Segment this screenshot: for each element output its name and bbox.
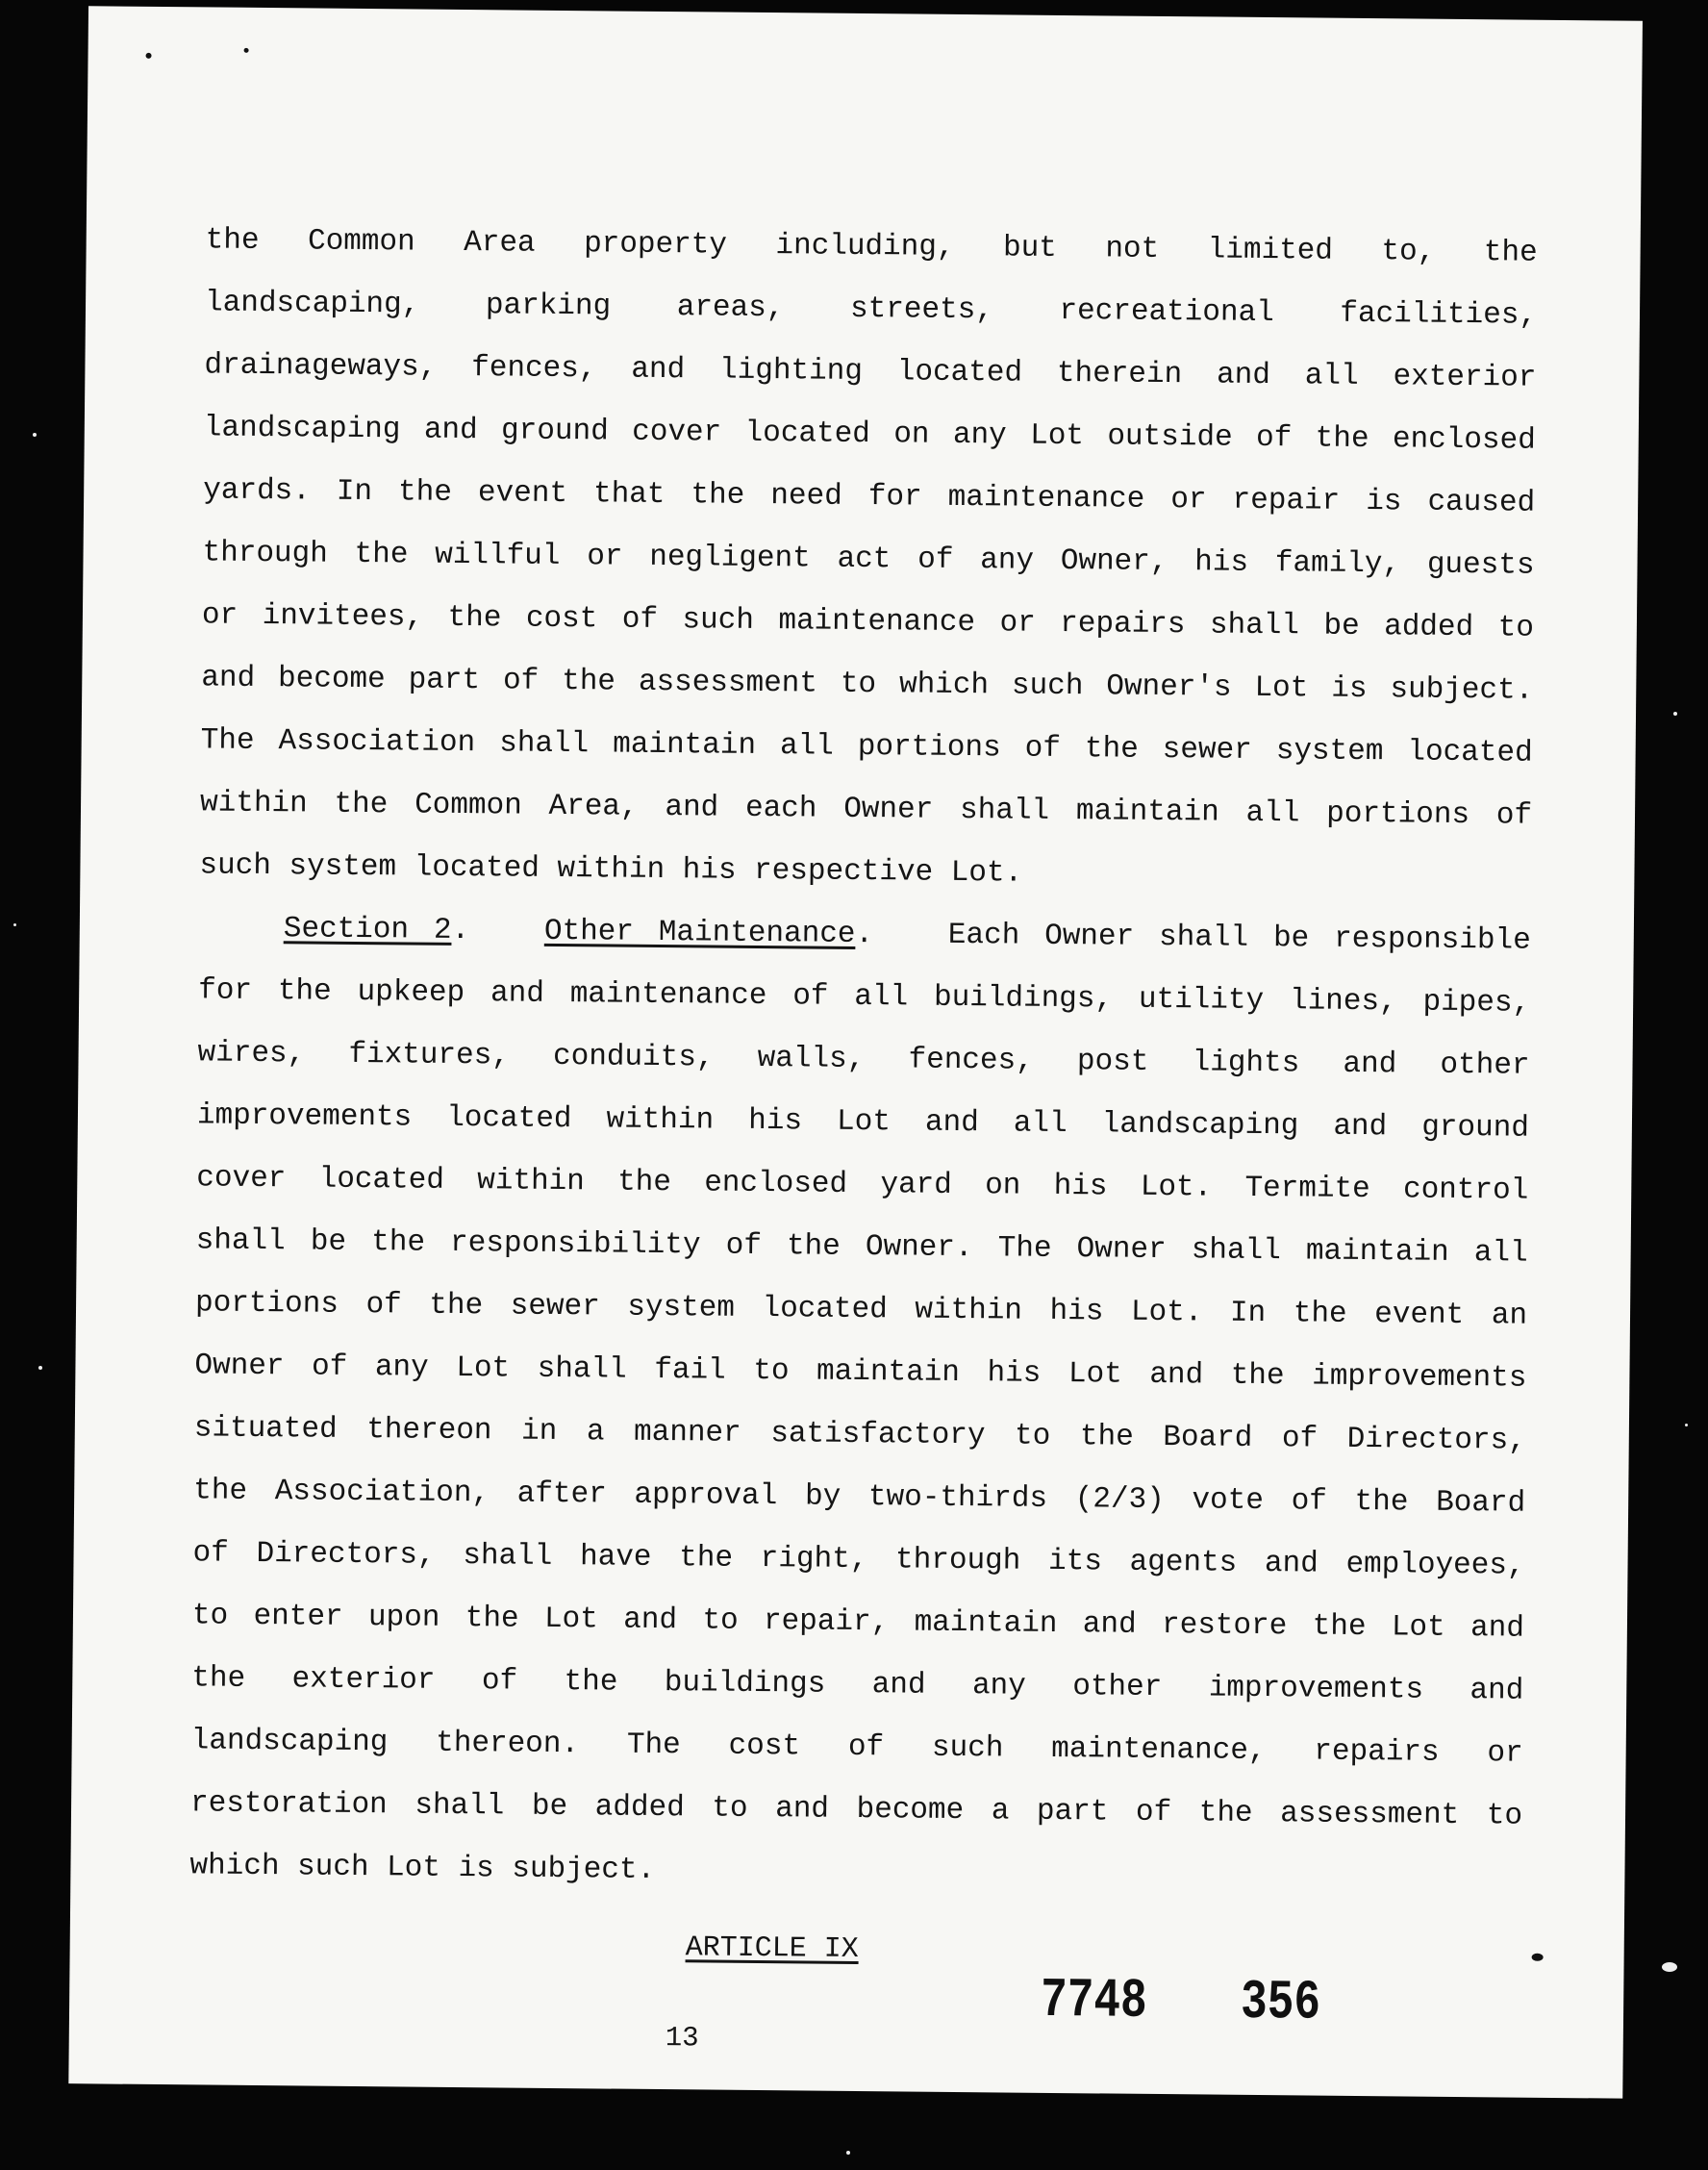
text-line: such system located within his respective Lot. [199,848,1023,891]
text-line: Owner of any Lot shall fail to maintain his Lot and the improvements [194,1349,1527,1396]
scan-speck [146,53,152,59]
text-line: landscaping thereon. The cost of such maintenance, repairs or [190,1724,1523,1771]
text-line: cover located within the enclosed yard on his Lot. Termite control [196,1161,1529,1208]
text-line: to enter upon the Lot and to repair, maintain and restore the Lot and [191,1599,1525,1646]
text-line: within the Common Area, and each Owner shall maintain all portions of [199,786,1533,833]
text-line: the Association, after approval by two-thirds (2/3) vote of the Board [193,1474,1526,1521]
text-line: the Common Area property including, but not limited to, the [205,223,1538,270]
body-text [189,209,1538,1909]
scan-speck [33,433,37,437]
scan-speck [1685,1424,1688,1426]
section-label-punct: . [451,913,470,948]
section-title: Other Maintenance [543,914,856,951]
scan-speck [1673,712,1677,716]
scan-speck [1532,1954,1544,1961]
document-page [68,6,1643,2098]
scan-speck [38,1366,42,1370]
text-line: through the willful or negligent act of any Owner, his family, guests [202,536,1535,583]
text-line: wires, fixtures, conduits, walls, fences, post lights and other [197,1036,1530,1083]
text-line: for the upkeep and maintenance of all buildings, utility lines, pipes, [198,973,1531,1021]
recording-stamp-book: 7748 [1040,1969,1147,2033]
text-line: shall be the responsibility of the Owner. The Owner shall maintain all [195,1224,1528,1271]
text-line: which such Lot is subject. [189,1849,656,1887]
text-line: landscaping and ground cover located on any Lot outside of the enclosed [203,411,1536,458]
section-first-line-text: Each Owner shall be responsible [947,918,1531,958]
text-line: the exterior of the buildings and any other improvements and [191,1661,1524,1708]
article-heading: ARTICLE IX [685,1931,859,1967]
text-line: yards. In the event that the need for maintenance or repair is caused [203,473,1536,520]
scan-speck [1662,1962,1677,1972]
text-line: The Association shall maintain all portions of the sewer system located [200,723,1533,770]
page-number: 13 [665,2022,699,2055]
section-title-punct: . [855,917,874,952]
scan-speck [846,2151,850,2155]
text-line: and become part of the assessment to which such Owner's Lot is subject. [201,661,1534,708]
text-line: improvements located within his Lot and all landscaping and ground [196,1098,1530,1146]
text-line: drainageways, fences, and lighting located therein and all exterior [204,348,1537,395]
text-line: portions of the sewer system located within his Lot. In the event an [194,1286,1528,1333]
text-line: restoration shall be added to and become a part of the assessment to [189,1786,1523,1833]
scan-speck [13,923,16,926]
text-line: or invitees, the cost of such maintenance or repairs shall be added to [201,598,1535,645]
scan-speck [244,48,249,53]
text-line: of Directors, shall have the right, through its agents and employees, [192,1536,1525,1583]
text-line: situated thereon in a manner satisfactory to the Board of Directors, [193,1411,1526,1458]
recording-stamp-page: 356 [1240,1971,1321,2035]
text-line: landscaping, parking areas, streets, recreational facilities, [204,286,1538,333]
section-label: Section 2 [283,912,452,947]
